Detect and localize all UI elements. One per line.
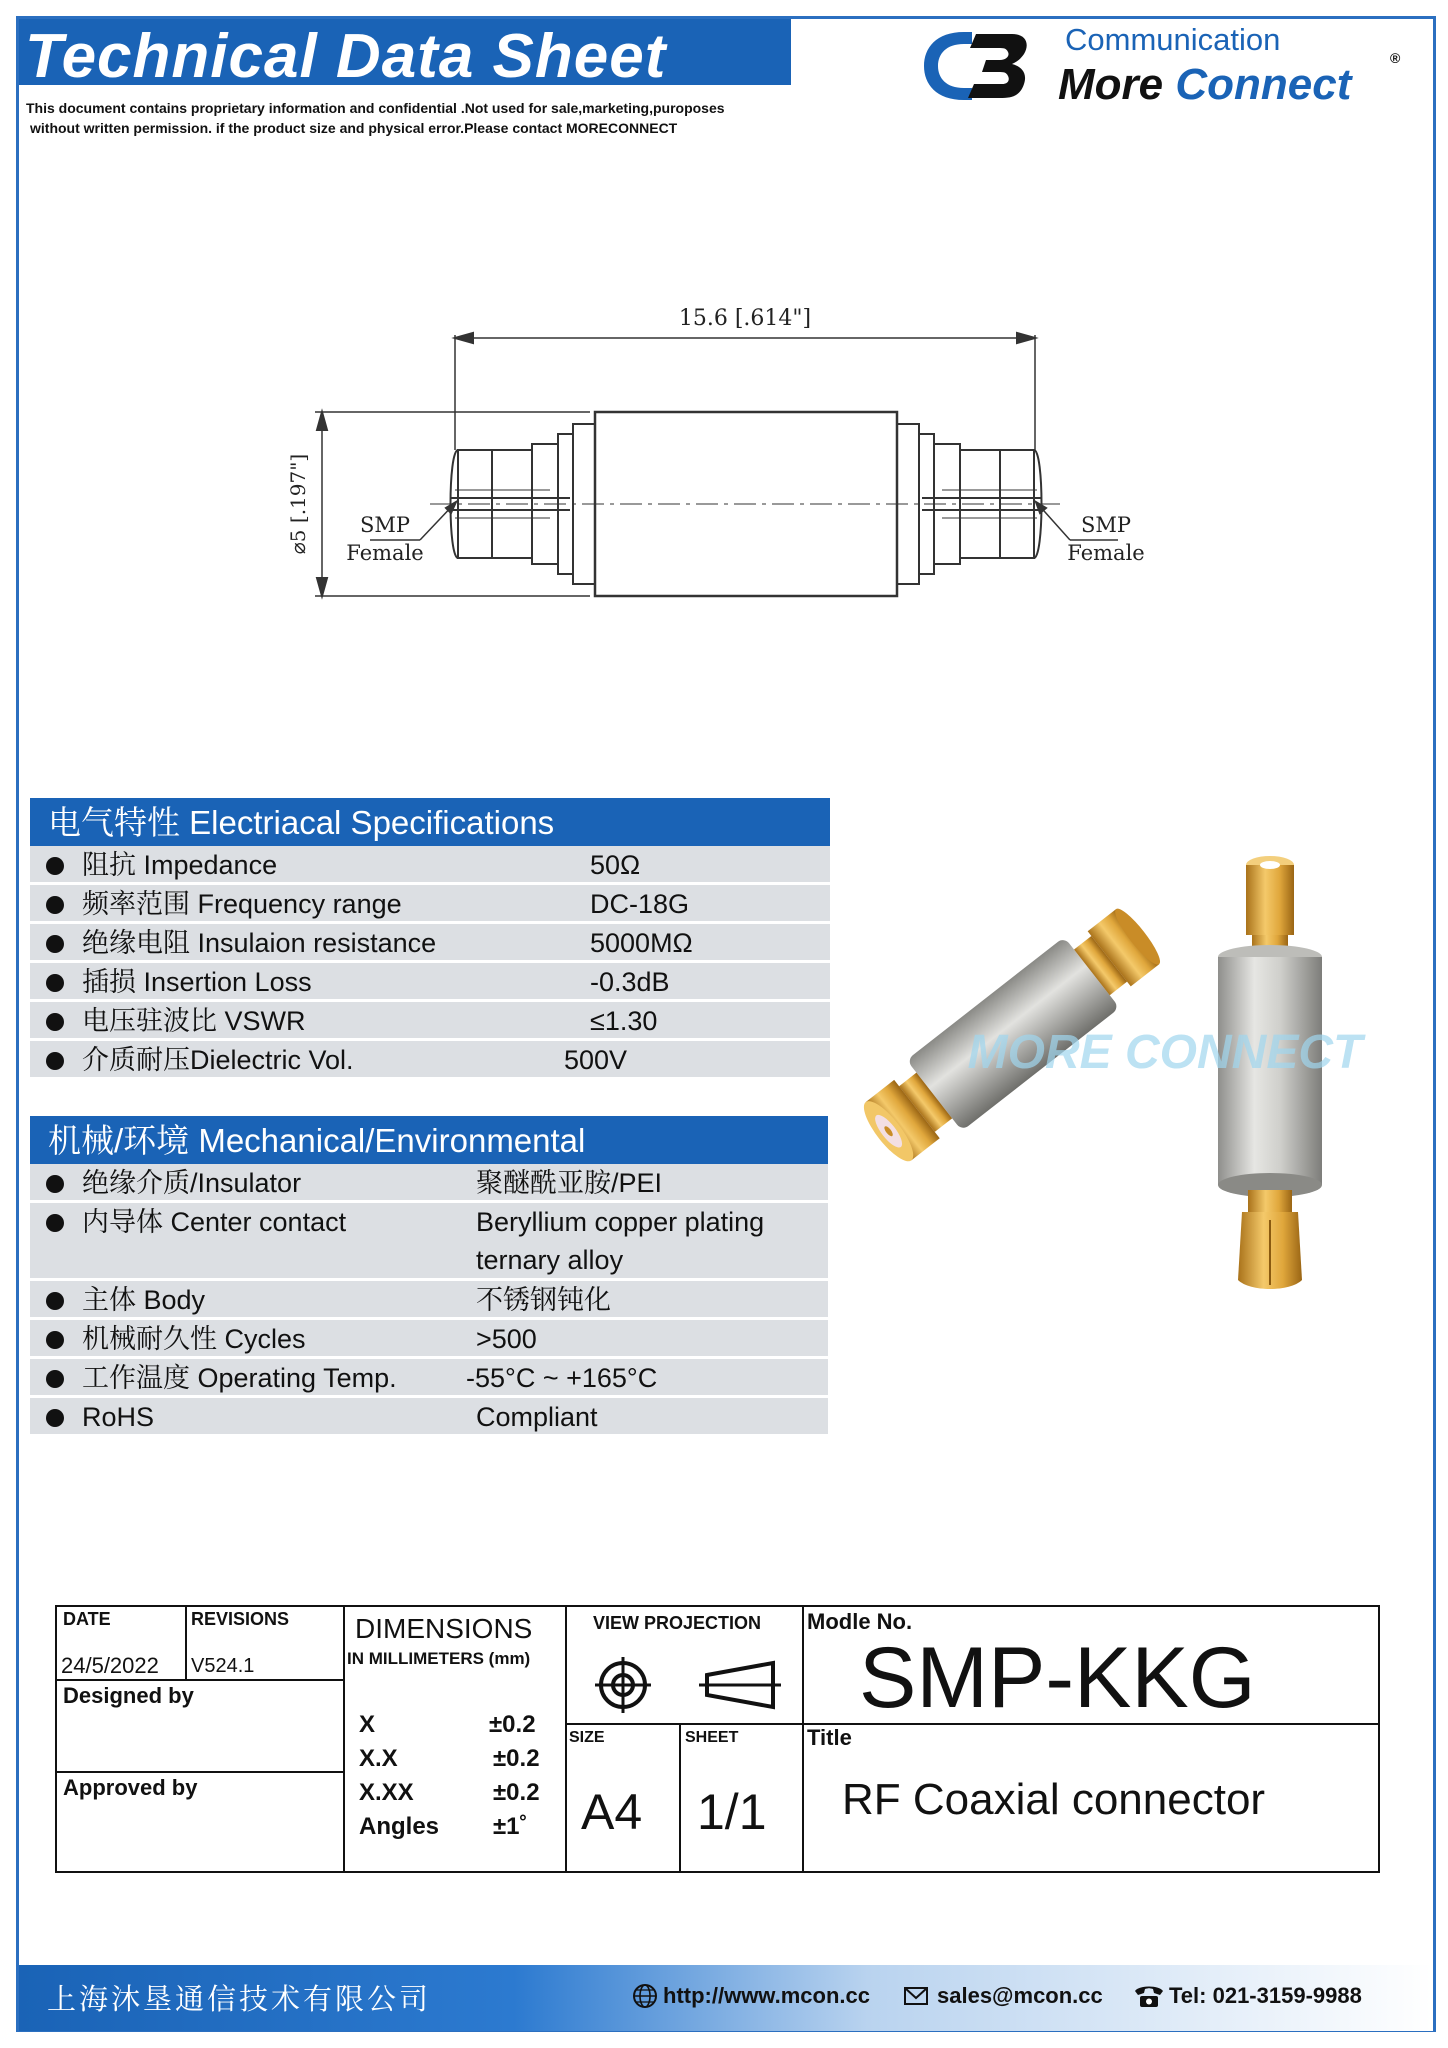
tolerance-key: X [359, 1711, 376, 1738]
spec-label: 介质耐压Dielectric Vol. [82, 1045, 354, 1075]
logo-name-connect: Connect [1175, 60, 1352, 109]
spec-value: -55°C ~ +165°C [466, 1363, 658, 1393]
footer-company: 上海沐垦通信技术有限公司 [47, 1982, 432, 2016]
spec-value: Compliant [476, 1402, 598, 1432]
spec-label: 插损 Insertion Loss [82, 967, 312, 997]
size-value: A4 [581, 1784, 643, 1840]
model-number: SMP-KKG [859, 1630, 1256, 1726]
spec-row [30, 1398, 828, 1437]
bullet-icon [46, 1409, 64, 1427]
date-label: DATE [63, 1609, 111, 1629]
bullet-icon [46, 1331, 64, 1349]
truncated-cone-icon [697, 1659, 783, 1711]
bullet-icon [46, 857, 64, 875]
spec-label: 电压驻波比 VSWR [82, 1006, 306, 1036]
footer-tel: Tel: 021-3159-9988 [1169, 1983, 1362, 2008]
tolerance-value: ±1˚ [493, 1813, 528, 1840]
spec-row [30, 1002, 830, 1041]
product-photo [850, 830, 1430, 1300]
spec-value: 聚醚酰亚胺/PEI [476, 1168, 663, 1198]
spec-row [30, 1281, 828, 1320]
footer-email-link[interactable]: sales@mcon.cc [937, 1983, 1103, 2008]
spec-value: 500V [564, 1045, 628, 1075]
spec-value: -0.3dB [590, 967, 670, 997]
bullet-icon [46, 896, 64, 914]
approved-by-label: Approved by [63, 1775, 198, 1800]
left-connector-type: SMP [359, 513, 411, 537]
footer-bar [19, 1965, 1433, 2031]
spec-label: 工作温度 Operating Temp. [82, 1363, 397, 1393]
spec-label: RoHS [82, 1402, 155, 1432]
designed-by-label: Designed by [63, 1683, 194, 1708]
right-connector-gender: Female [1067, 541, 1145, 565]
date-value: 24/5/2022 [61, 1653, 159, 1678]
bullet-icon [46, 1013, 64, 1031]
bullet-icon [46, 1214, 64, 1232]
spec-value: Beryllium copper plating [476, 1207, 765, 1237]
sheet-value: 1/1 [697, 1784, 767, 1840]
spec-row [30, 1320, 828, 1359]
model-label: Modle No. [807, 1609, 913, 1634]
spec-value: 不锈钢钝化 [476, 1285, 611, 1315]
logo-mark-icon [920, 26, 1032, 106]
bullet-icon [46, 1052, 64, 1070]
globe-icon [632, 1983, 658, 2009]
spec-label: 频率范围 Frequency range [82, 889, 402, 919]
page-title: Technical Data Sheet [25, 22, 667, 91]
left-connector-gender: Female [346, 541, 424, 565]
spec-row [30, 963, 830, 1002]
logo-name-more: More [1058, 60, 1176, 109]
spec-value: ≤1.30 [590, 1006, 658, 1036]
mail-icon [903, 1983, 929, 2009]
logo-name [1058, 60, 1351, 110]
spec-label: 阻抗 Impedance [82, 850, 278, 880]
length-dimension: 15.6 [.614"] [678, 306, 812, 331]
dimensions-unit: IN MILLIMETERS (mm) [347, 1649, 531, 1668]
revisions-label: REVISIONS [191, 1609, 290, 1629]
spec-value: DC-18G [590, 889, 690, 919]
footer-website-link[interactable]: http://www.mcon.cc [663, 1983, 870, 2008]
mechanical-spec-table [30, 1116, 828, 1437]
title-label: Title [807, 1725, 852, 1750]
disclaimer-line-1: This document contains proprietary information and confidential .Not used for sale,marketing,puroposes [26, 100, 725, 116]
spec-label: 绝缘介质/Insulator [82, 1168, 302, 1198]
product-title: RF Coaxial connector [842, 1775, 1266, 1824]
bullet-icon [46, 1292, 64, 1310]
disclaimer [26, 98, 806, 138]
photo-watermark: MORE CONNECT [967, 1026, 1363, 1079]
title-bar [19, 19, 791, 91]
tolerance-key: Angles [359, 1813, 440, 1840]
title-block [55, 1605, 1380, 1873]
tolerance-key: X.X [359, 1745, 398, 1772]
tolerance-value: ±0.2 [489, 1711, 536, 1738]
spec-row [30, 924, 830, 963]
electrical-spec-table [30, 798, 830, 1080]
spec-row [30, 885, 830, 924]
bullet-icon [46, 935, 64, 953]
disclaimer-line-2: without written permission. if the product size and physical error.Please contact MORECONNECT [30, 120, 678, 136]
view-projection-label: VIEW PROJECTION [593, 1613, 762, 1633]
bullet-icon [46, 1370, 64, 1388]
spec-label: 主体 Body [82, 1285, 206, 1315]
tolerance-value: ±0.2 [493, 1745, 540, 1772]
spec-label: 绝缘电阻 Insulaion resistance [82, 928, 437, 958]
spec-value: 50Ω [590, 850, 641, 880]
right-connector-type: SMP [1080, 513, 1132, 537]
diameter-dimension: ⌀5 [.197"] [286, 453, 310, 555]
spec-row [30, 1164, 828, 1203]
bullet-icon [46, 974, 64, 992]
mechanical-spec-heading: 机械/环境 Mechanical/Environmental [30, 1116, 828, 1164]
electrical-spec-heading: 电气特性 Electriacal Specifications [30, 798, 830, 846]
spec-label: 机械耐久性 Cycles [82, 1324, 306, 1354]
spec-label: 内导体 Center contact [82, 1207, 347, 1237]
first-angle-circle-icon [593, 1655, 653, 1715]
spec-row [30, 846, 830, 885]
bullet-icon [46, 1175, 64, 1193]
spec-value-continued: ternary alloy [476, 1245, 624, 1275]
spec-row [30, 1203, 828, 1281]
sheet-label: SHEET [685, 1729, 739, 1746]
tolerance-key: X.XX [359, 1779, 414, 1806]
logo-tagline: Communication [1065, 22, 1281, 57]
company-logo [920, 22, 1420, 112]
spec-row [30, 1359, 828, 1398]
spec-value: >500 [476, 1324, 537, 1354]
size-label: SIZE [569, 1729, 605, 1746]
technical-drawing [270, 290, 1170, 620]
revisions-value: V524.1 [191, 1655, 255, 1677]
tolerance-value: ±0.2 [493, 1779, 540, 1806]
dimensions-label: DIMENSIONS [355, 1613, 533, 1644]
spec-row [30, 1041, 830, 1080]
registered-mark: ® [1390, 50, 1401, 66]
phone-icon [1133, 1983, 1165, 2009]
spec-value: 5000MΩ [590, 928, 693, 958]
